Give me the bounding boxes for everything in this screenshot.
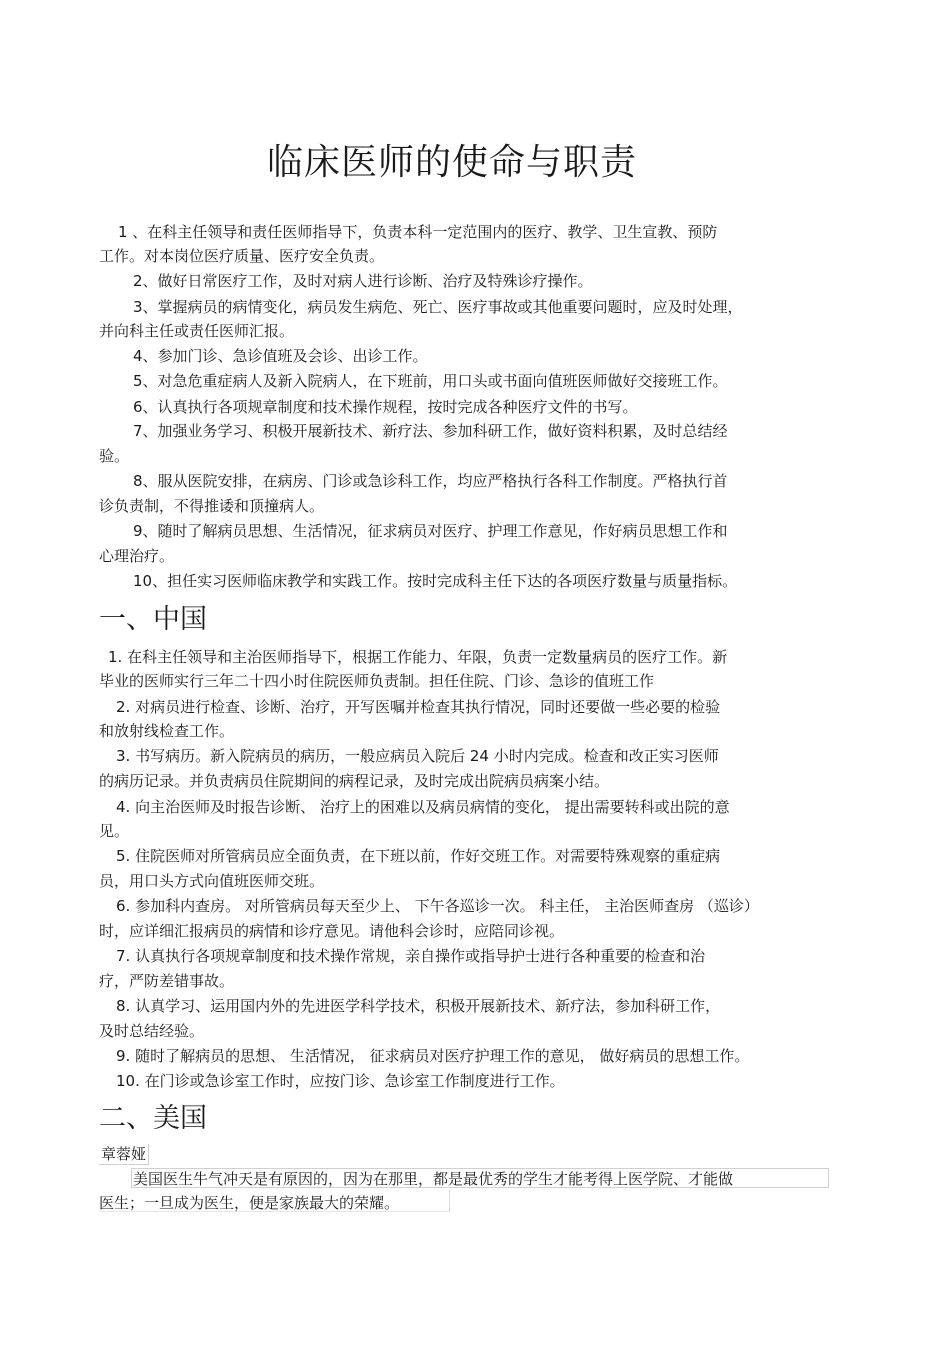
paragraph-line: 6. 参加科内查房。 对所管病员每天至少上、 下午各巡诊一次。 科主任， 主治医师查房 （巡诊） — [116, 897, 759, 915]
paragraph-line: 毕业的医师实行三年二十四小时住院医师负责制。担任住院、门诊、急诊的值班工作 — [99, 672, 655, 690]
paragraph-line: 疗，严防差错事故。 — [99, 972, 235, 990]
paragraph-line: 和放射线检查工作。 — [99, 722, 235, 740]
paragraph-line: 6、认真执行各项规章制度和技术操作规程，按时完成各种医疗文件的书写。 — [133, 398, 638, 416]
paragraph-line: 的病历记录。并负责病员住院期间的病程记录，及时完成出院病员病案小结。 — [99, 772, 610, 790]
paragraph-line: 员，用口头方式向值班医师交班。 — [99, 872, 325, 890]
paragraph-line: 4、参加门诊、急诊值班及会诊、出诊工作。 — [133, 347, 428, 365]
paragraph-line: 4. 向主治医师及时报告诊断、 治疗上的困难以及病员病情的变化， 提出需要转科或出院的意 — [116, 798, 730, 816]
paragraph-line: 2、做好日常医疗工作，及时对病人进行诊断、治疗及特殊诊疗操作。 — [133, 272, 593, 290]
paragraph-line: 并向科主任或责任医师汇报。 — [99, 322, 295, 340]
paragraph-line: 3、掌握病员的病情变化，病员发生病危、死亡、医疗事故或其他重要问题时，应及时处理， — [133, 298, 743, 316]
paragraph-line: 10、担任实习医师临床教学和实践工作。按时完成科主任下达的各项医疗数量与质量指标。 — [133, 572, 738, 590]
section-heading-usa: 二、美国 — [99, 1103, 207, 1134]
paragraph-line: 5. 住院医师对所管病员应全面负责，在下班以前，作好交班工作。对需要特殊观察的重症病 — [116, 847, 721, 865]
paragraph-line: 见。 — [99, 822, 130, 840]
paragraph-line: 8. 认真学习、运用国内外的先进医学科学技术，积极开展新技术、新疗法，参加科研工作， — [116, 997, 721, 1015]
paragraph-line: 美国医生牛气冲天是有原因的，因为在那里，都是最优秀的学生才能考得上医学院、才能做 — [133, 1170, 734, 1188]
paragraph-line: 5、对急危重症病人及新入院病人，在下班前，用口头或书面向值班医师做好交接班工作。 — [133, 372, 728, 390]
paragraph-line: 3. 书写病历。新入院病员的病历，一般应病员入院后 24 小时内完成。检查和改正实习医师 — [116, 747, 719, 765]
paragraph-line: 验。 — [99, 447, 130, 465]
paragraph-line: 7. 认真执行各项规章制度和技术操作常规，亲自操作或指导护士进行各种重要的检查和治 — [116, 947, 706, 965]
paragraph-line: 心理治疗。 — [99, 547, 175, 565]
paragraph-line: 2. 对病员进行检查、诊断、治疗，开写医嘱并检查其执行情况，同时还要做一些必要的检验 — [116, 698, 721, 716]
paragraph-line: 10. 在门诊或急诊室工作时，应按门诊、急诊室工作制度进行工作。 — [116, 1072, 565, 1090]
section-heading-china: 一、中国 — [99, 604, 207, 635]
paragraph-line: 时，应详细汇报病员的病情和诊疗意见。请他科会诊时，应陪同诊视。 — [99, 922, 565, 940]
paragraph-line: 诊负责制，不得推诿和顶撞病人。 — [99, 497, 325, 515]
author-name: 章蓉娅 — [99, 1144, 149, 1165]
paragraph-line: 9、随时了解病员思想、生活情况，征求病员对医疗、护理工作意见，作好病员思想工作和 — [133, 522, 728, 540]
paragraph-line: 及时总结经验。 — [99, 1022, 205, 1040]
page-title: 临床医师的使命与职责 — [266, 142, 637, 183]
paragraph-line: 9. 随时了解病员的思想、 生活情况， 征求病员对医疗护理工作的意见， 做好病员的思想工作。 — [116, 1047, 750, 1065]
paragraph-line: 8、服从医院安排，在病房、门诊或急诊科工作，均应严格执行各科工作制度。严格执行首 — [133, 472, 728, 490]
paragraph-line: 1 、在科主任领导和责任医师指导下，负责本科一定范围内的医疗、教学、卫生宣教、预防 — [118, 223, 718, 241]
paragraph-line: 工作。对本岗位医疗质量、医疗安全负责。 — [99, 247, 385, 265]
paragraph-line: 7、加强业务学习、积极开展新技术、新疗法、参加科研工作，做好资料积累，及时总结经 — [133, 422, 728, 440]
paragraph-line: 1. 在科主任领导和主治医师指导下，根据工作能力、年限，负责一定数量病员的医疗工作。新 — [108, 648, 728, 666]
paragraph-line: 医生；一旦成为医生，便是家族最大的荣耀。 — [99, 1194, 400, 1212]
